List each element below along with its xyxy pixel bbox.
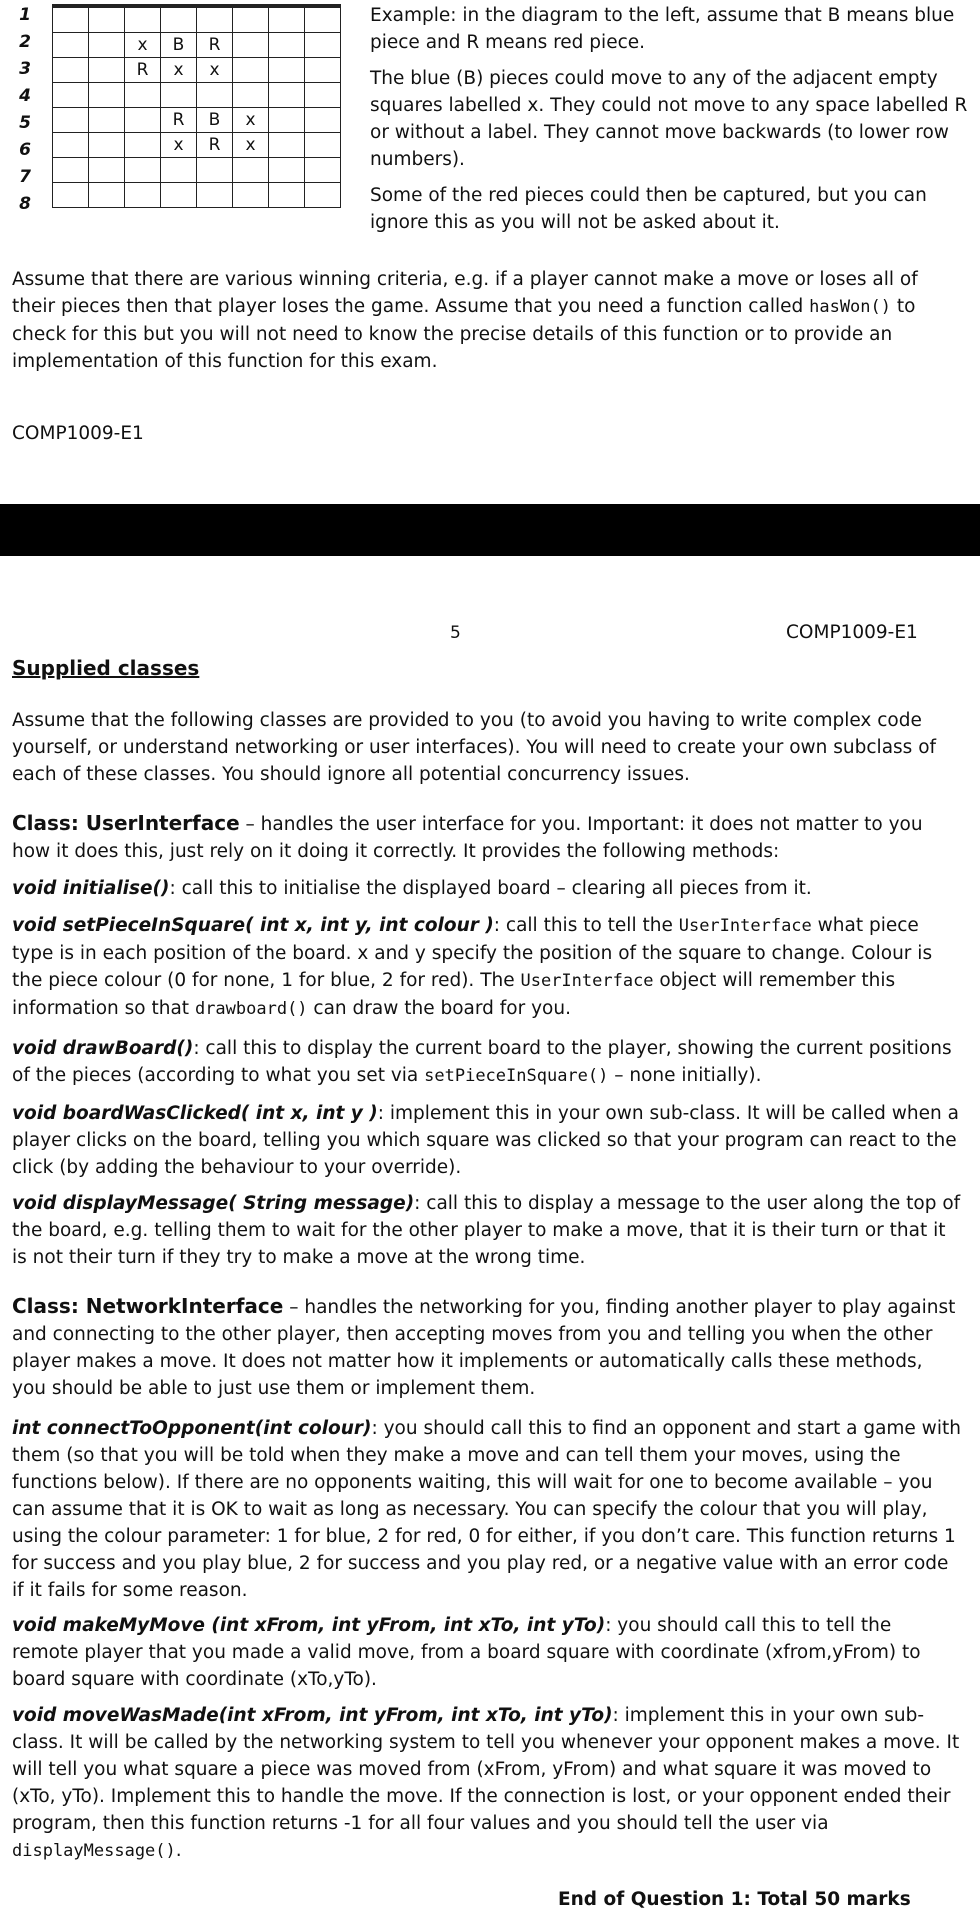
board-cell [269,133,305,158]
board-cell [305,58,341,83]
row-number: 5 [19,113,31,133]
supplied-intro: Assume that the following classes are provided to you (to avoid you having to write complex code yourself, or understand networking or user interfaces). You will need to create your own subclass of each of these classes. You should ignore all potential concurrency issues. [12,710,937,785]
board-cell [233,33,269,58]
board-cell [89,58,125,83]
userinterface-class-name: Class: UserInterface [12,811,240,835]
method-initialise: void initialise(): call this to initialise the displayed board – clearing all pieces from it. [12,878,812,899]
board-cell [305,158,341,183]
board-cell [53,183,89,208]
board-cell [305,33,341,58]
board-cell [305,83,341,108]
method-boardwasclicked: void boardWasClicked( int x, int y ): implement this in your own sub-class. It will be called when a player clicks on the board, telling you which square was clicked so that your program can react to the click (by adding the behaviour to your override). [12,1103,959,1178]
row-number: 2 [19,32,31,52]
board-row-numbers [10,2,40,218]
board-row [53,33,341,58]
board-row [53,183,341,208]
row-number: 8 [19,194,31,214]
board-cell [125,6,161,33]
board-cell [53,58,89,83]
board-cell [89,133,125,158]
board-cell [233,83,269,108]
board-row [53,133,341,158]
winning-criteria-paragraph: Assume that there are various winning criteria, e.g. if a player cannot make a move or loses all of their pieces then that player loses the game. Assume that you need a function called hasWon() to check for this but you will not need to know the precise details of this function or to provide an implementation of this function for this exam. [12,269,918,372]
board-cell [233,183,269,208]
board-cell [269,83,305,108]
method-movewasmade: void moveWasMade(int xFrom, int yFrom, int xTo, int yTo): implement this in your own sub-class. It will be called by the networking system to tell you whenever your opponent makes a move. It will tell you what square a piece was moved from (xFrom, yFrom) and what square it was moved to (xTo, yTo). Implement this to handle the move. If the connection is lost, or your opponent ended their program, then this function returns -1 for all four values and you should tell the user via displayMessage(). [12,1705,960,1861]
header-course-code: COMP1009-E1 [786,622,918,643]
board-cell [53,83,89,108]
row-number: 7 [19,167,31,187]
board-cell: R [125,58,161,83]
board-cell [305,133,341,158]
row-number: 4 [19,86,31,106]
board-cell [197,183,233,208]
example-paragraph-1: Example: in the diagram to the left, assume that B means blue piece and R means red piece. [370,5,955,53]
method-setpieceinsquare: void setPieceInSquare( int x, int y, int colour ): call this to tell the UserInterface what piece type is in each position of the board. x and y specify the position of the square to change. Colour is the piece colour (0 for none, 1 for blue, 2 for red). The UserInterface object will remember this information so that drawboard() can draw the board for you. [12,915,933,1019]
board-cell: x [161,133,197,158]
board-cell [305,108,341,133]
example-paragraph-2: The blue (B) pieces could move to any of the adjacent empty squares labelled x. They could not move to any space labelled R or without a label. They cannot move backwards (to lower row numbers). [370,68,968,170]
page-number: 5 [450,623,461,643]
method-drawboard: void drawBoard(): call this to display the current board to the player, showing the current positions of the pieces (according to what you set via setPieceInSquare() – none initially). [12,1038,952,1086]
board-cell [89,83,125,108]
row-number: 6 [19,140,31,160]
board-cell [53,133,89,158]
board-cell [233,158,269,183]
board-row [53,6,341,33]
board-cell [125,133,161,158]
board-cell [89,108,125,133]
board-cell [53,158,89,183]
board-cell [269,33,305,58]
board-cell [197,6,233,33]
board-cell [197,83,233,108]
board-cell [125,83,161,108]
supplied-classes-heading: Supplied classes [12,656,200,680]
end-of-question-label: End of Question 1: Total 50 marks [558,1889,911,1910]
board-cell: R [197,133,233,158]
board-row [53,83,341,108]
board-cell [89,33,125,58]
board-cell [161,83,197,108]
board-cell [269,183,305,208]
board-cell [89,158,125,183]
board-cell [305,6,341,33]
board-cell [161,183,197,208]
board-cell: B [161,33,197,58]
row-number: 1 [19,5,31,25]
board-row [53,58,341,83]
board-cell [269,58,305,83]
board-cell [269,108,305,133]
networkinterface-class-name: Class: NetworkInterface [12,1294,284,1318]
board-cell: x [233,108,269,133]
networkinterface-class-description: Class: NetworkInterface – handles the networking for you, finding another player to play against and connecting to the other player, then accepting moves from you and telling you when the other player makes a move. It does not matter how it implements or automatically calls these methods, you should be able to just use them or implement them. [12,1294,956,1399]
board-cell [197,158,233,183]
board-cell [233,6,269,33]
method-displaymessage: void displayMessage( String message): call this to display a message to the user along the top of the board, e.g. telling them to wait for the other player to make a move, that it is their turn or that it is not their turn if they try to make a move at the wrong time. [12,1193,961,1268]
board-cell [53,33,89,58]
board-row [53,108,341,133]
userinterface-class-description: Class: UserInterface – handles the user interface for you. Important: it does not matter to you how it does this, just rely on it doing it correctly. It provides the following methods: [12,811,923,862]
board-cell [89,183,125,208]
board-cell [125,108,161,133]
board-cell: x [233,133,269,158]
board-cell [125,158,161,183]
board-cell: x [197,58,233,83]
board-cell [53,6,89,33]
page-break-bar [0,504,980,556]
footer-course-code: COMP1009-E1 [12,423,144,444]
board-cell [269,158,305,183]
board-cell: x [125,33,161,58]
board-cell: x [161,58,197,83]
board-cell: R [161,108,197,133]
game-board [52,4,341,208]
method-makemymove: void makeMyMove (int xFrom, int yFrom, int xTo, int yTo): you should call this to tell the remote player that you made a valid move, from a board square with coordinate (xfrom,yFrom) to board square with coordinate (xTo,yTo). [12,1615,921,1690]
method-connecttoopponent: int connectToOpponent(int colour): you should call this to find an opponent and start a game with them (so that you will be told when they make a move and can tell them your moves, using the functions below). If there are no opponents waiting, this will wait for one to become available – you can assume that it is OK to wait as long as necessary. You can specify the colour that you will play, using the colour parameter: 1 for blue, 2 for red, 0 for either, if you don’t care. This function returns 1 for success and you play blue, 2 for success and you play red, or a negative value with an error code if it fails for some reason. [12,1418,961,1601]
row-number: 3 [19,59,31,79]
haswon-code: hasWon() [809,297,891,317]
board-cell [233,58,269,83]
board-cell [161,6,197,33]
board-row [53,158,341,183]
board-cell: B [197,108,233,133]
board-cell: R [197,33,233,58]
example-paragraph-3: Some of the red pieces could then be captured, but you can ignore this as you will not be asked about it. [370,185,927,233]
board-cell [53,108,89,133]
board-cell [125,183,161,208]
board-cell [89,6,125,33]
board-cell [269,6,305,33]
board-cell [161,158,197,183]
board-cell [305,183,341,208]
